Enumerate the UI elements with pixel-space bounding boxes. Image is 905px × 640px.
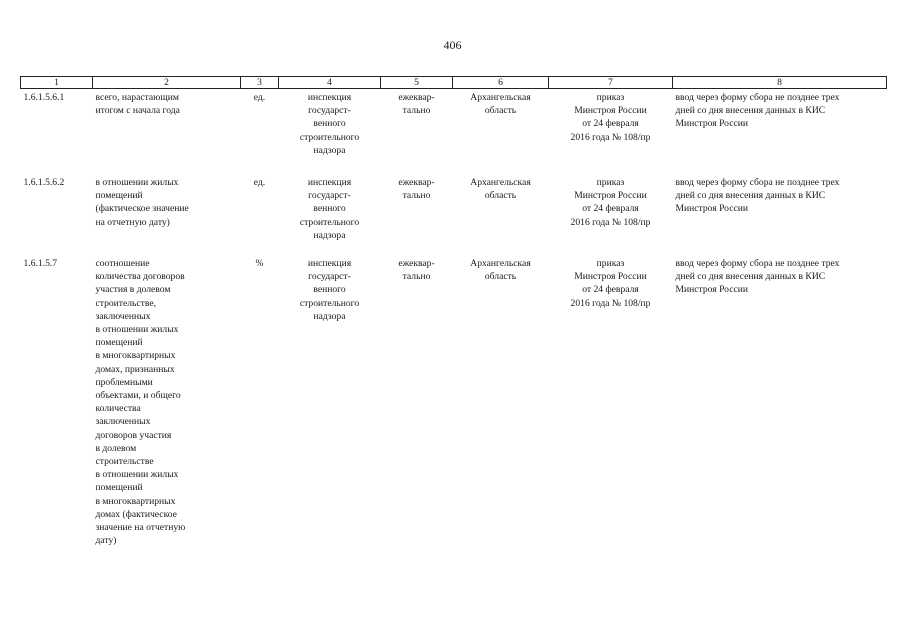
collection-method: ввод через форму сбора не позднее трех дней со дня внесения данных в КИС Минстроя России bbox=[675, 177, 840, 215]
header-row bbox=[21, 77, 887, 89]
column-header-3: 3 bbox=[241, 77, 279, 89]
table-row bbox=[21, 89, 887, 176]
data-source: инспекция государст- венного строительного надзора bbox=[299, 177, 360, 241]
legal-basis: приказ Минстроя России от 24 февраля 2016 года № 108/пр bbox=[570, 92, 651, 143]
indicator-code: 1.6.1.5.6.1 bbox=[23, 92, 65, 103]
frequency: ежеквар- тально bbox=[398, 258, 435, 283]
indicator-name: соотношение количества договоров участия в долевом строительстве, заключенных в отношении жилых помещений в многоквартирных домах, признанных проблемными объектами, и общего количества заключенных договоров участия в долевом строительстве в отношении жилых помещений в многоквартирных домах (фактическое значение на отчетную дату) bbox=[95, 258, 186, 547]
column-header-8: 8 bbox=[673, 77, 887, 89]
indicator-table bbox=[20, 76, 887, 547]
frequency: ежеквар- тально bbox=[398, 92, 435, 117]
table-row bbox=[21, 256, 887, 547]
unit-of-measure: ед. bbox=[253, 92, 266, 103]
region: Архангельская область bbox=[470, 177, 531, 202]
data-source: инспекция государст- венного строительного надзора bbox=[299, 92, 360, 156]
frequency: ежеквар- тально bbox=[398, 177, 435, 202]
column-header-1: 1 bbox=[21, 77, 93, 89]
region: Архангельская область bbox=[470, 92, 531, 117]
legal-basis: приказ Минстроя России от 24 февраля 2016 года № 108/пр bbox=[570, 177, 651, 228]
column-header-4: 4 bbox=[279, 77, 381, 89]
column-header-6: 6 bbox=[453, 77, 549, 89]
unit-of-measure: % bbox=[255, 258, 264, 269]
collection-method: ввод через форму сбора не позднее трех дней со дня внесения данных в КИС Минстроя России bbox=[675, 92, 840, 130]
region: Архангельская область bbox=[470, 258, 531, 283]
column-header-7: 7 bbox=[549, 77, 673, 89]
indicator-name: всего, нарастающим итогом с начала года bbox=[95, 92, 180, 117]
data-source: инспекция государст- венного строительного надзора bbox=[299, 258, 360, 322]
indicator-code: 1.6.1.5.7 bbox=[23, 258, 58, 269]
unit-of-measure: ед. bbox=[253, 177, 266, 188]
table-row bbox=[21, 175, 887, 256]
collection-method: ввод через форму сбора не позднее трех дней со дня внесения данных в КИС Минстроя России bbox=[675, 258, 840, 296]
page-number: 406 bbox=[443, 38, 462, 52]
legal-basis: приказ Минстроя России от 24 февраля 2016 года № 108/пр bbox=[570, 258, 651, 309]
indicator-code: 1.6.1.5.6.2 bbox=[23, 177, 65, 188]
indicator-name: в отношении жилых помещений (фактическое значение на отчетную дату) bbox=[95, 177, 189, 228]
column-header-2: 2 bbox=[93, 77, 241, 89]
column-header-5: 5 bbox=[381, 77, 453, 89]
